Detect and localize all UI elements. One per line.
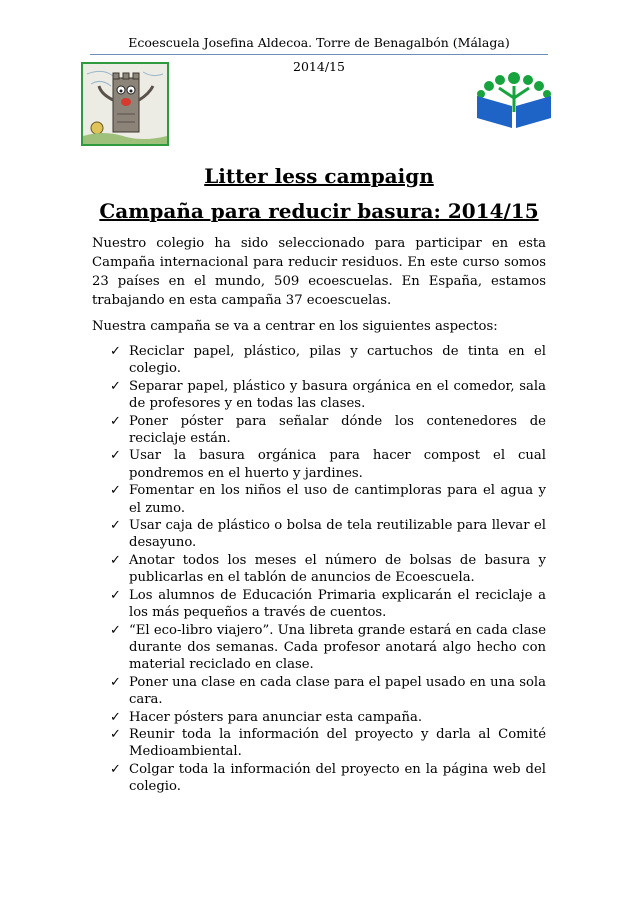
checkmark-icon: ✓	[110, 448, 121, 464]
list-item	[0, 761, 546, 796]
checkmark-icon: ✓	[110, 552, 121, 568]
header-year: 2014/15	[293, 59, 345, 74]
checkmark-icon: ✓	[110, 483, 121, 499]
checkmark-icon: ✓	[110, 378, 121, 394]
title-english: Litter less campaign	[204, 164, 434, 188]
list-item	[0, 552, 546, 587]
list-item-text: Anotar todos los meses el número de bolsas de basura y publicarlas en el tablón de anuncios de Ecoescuela.	[129, 552, 546, 586]
list-item	[0, 378, 546, 413]
list-item	[0, 413, 546, 448]
checkmark-icon: ✓	[110, 587, 121, 603]
list-item-text: Usar caja de plástico o bolsa de tela reutilizable para llevar el desayuno.	[129, 518, 546, 551]
list-item	[0, 622, 546, 674]
header-divider	[90, 54, 548, 55]
list-item-text: “El eco-libro viajero”. Una libreta grande estará en cada clase durante dos semanas. Cada profesor anotará algo hecho con material reciclado en clase.	[129, 622, 546, 673]
list-item	[0, 482, 546, 517]
list-item-text: Los alumnos de Educación Primaria explicarán el reciclaje a los más pequeños a través de cuentos.	[129, 587, 546, 621]
list-item	[0, 447, 546, 482]
tree-book-icon	[469, 68, 559, 130]
school-drawing-logo	[81, 62, 169, 146]
list-item	[0, 709, 546, 726]
aspects-list	[0, 343, 638, 796]
list-item	[0, 674, 546, 709]
tower-character-drawing	[83, 64, 167, 144]
intro-paragraph: Nuestro colegio ha sido seleccionado para participar en esta Campaña internacional para reducir residuos. En este curso somos 23 países en el mundo, 509 ecoescuelas. En España, estamos trabajando en esta campaña 37 ecoescuelas.	[92, 236, 546, 308]
list-item-text: Hacer pósters para anunciar esta campaña.	[129, 709, 423, 725]
checkmark-icon: ✓	[110, 622, 121, 638]
title-spanish: Campaña para reducir basura: 2014/15	[99, 199, 539, 223]
list-item	[0, 587, 546, 622]
list-item	[0, 343, 546, 378]
checkmark-icon: ✓	[110, 761, 121, 777]
checkmark-icon: ✓	[110, 709, 121, 725]
lead-paragraph: Nuestra campaña se va a centrar en los siguientes aspectos:	[92, 319, 498, 334]
list-item	[0, 726, 546, 761]
list-item-text: Separar papel, plástico y basura orgánica en el comedor, sala de profesores y en todas las clases.	[129, 378, 546, 412]
checkmark-icon: ✓	[110, 413, 121, 429]
list-item	[0, 517, 546, 552]
header-school: Ecoescuela Josefina Aldecoa. Torre de Benagalbón (Málaga)	[128, 35, 510, 50]
list-item-text: Poner una clase en cada clase para el papel usado en una sola cara.	[129, 674, 546, 708]
checkmark-icon: ✓	[110, 344, 121, 359]
list-item-text: Reunir toda la información del proyecto y darla al Comité Medioambiental.	[129, 726, 546, 760]
checkmark-icon: ✓	[110, 674, 121, 690]
checkmark-icon: ✓	[110, 518, 121, 534]
eco-schools-logo	[469, 68, 559, 130]
list-item-text: Colgar toda la información del proyecto en la página web del colegio.	[129, 761, 546, 795]
list-item-text: Usar la basura orgánica para hacer compost el cual pondremos en el huerto y jardines.	[129, 448, 546, 481]
list-item-text: Reciclar papel, plástico, pilas y cartuchos de tinta en el colegio.	[129, 344, 546, 377]
list-item-text: Fomentar en los niños el uso de cantimploras para el agua y el zumo.	[129, 483, 546, 516]
checkmark-icon: ✓	[110, 726, 121, 742]
list-item-text: Poner póster para señalar dónde los contenedores de reciclaje están.	[129, 413, 546, 447]
